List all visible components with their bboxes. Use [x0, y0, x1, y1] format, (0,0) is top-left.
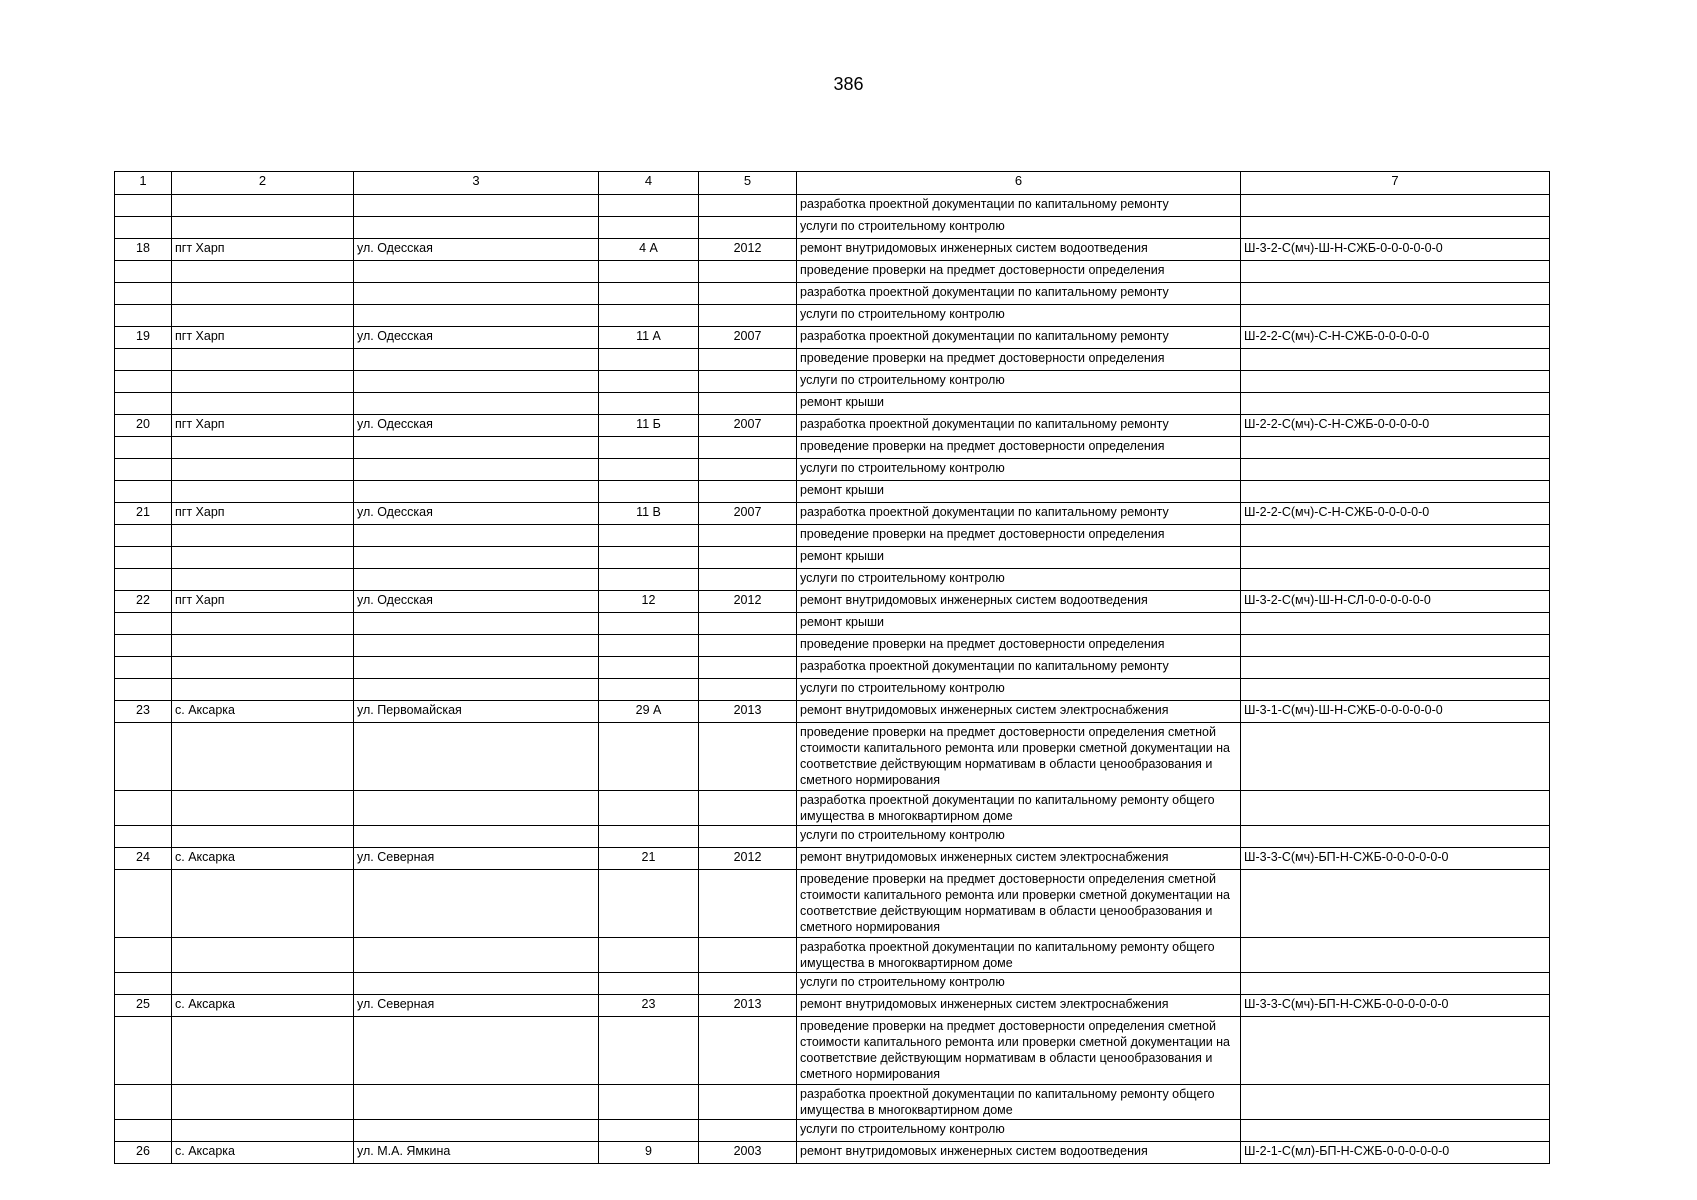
work-type-cell: ремонт внутридомовых инженерных систем водоотведения [797, 1142, 1241, 1164]
table-row [115, 525, 1550, 547]
work-type-cell: услуги по строительному контролю [797, 305, 1241, 327]
work-type-cell: услуги по строительному контролю [797, 459, 1241, 481]
work-type-cell: разработка проектной документации по капитальному ремонту общего имущества в многоквартирном доме [797, 938, 1241, 973]
work-type-cell: услуги по строительному контролю [797, 679, 1241, 701]
house-number-cell [599, 217, 699, 239]
street-cell [354, 657, 599, 679]
row-number-cell: 24 [115, 848, 172, 870]
year-cell [699, 459, 797, 481]
locality-cell [172, 261, 354, 283]
locality-cell [172, 973, 354, 995]
house-number-cell [599, 1017, 699, 1085]
locality-cell: пгт Харп [172, 327, 354, 349]
year-cell [699, 283, 797, 305]
row-number-cell [115, 305, 172, 327]
work-type-cell: разработка проектной документации по капитальному ремонту [797, 327, 1241, 349]
street-cell [354, 1120, 599, 1142]
year-cell: 2012 [699, 239, 797, 261]
locality-cell [172, 679, 354, 701]
table-row [115, 870, 1550, 938]
work-type-cell: проведение проверки на предмет достоверности определения сметной стоимости капитального ремонта или проверки сметной документации на соответствие действующим нормативам в области ценообразования и сметного нормирования [797, 723, 1241, 791]
locality-cell [172, 613, 354, 635]
locality-cell [172, 1120, 354, 1142]
structure-code-cell [1241, 569, 1550, 591]
repair-schedule-table [114, 171, 1550, 1164]
row-number-cell [115, 1085, 172, 1120]
row-number-cell: 18 [115, 239, 172, 261]
row-number-cell [115, 261, 172, 283]
house-number-cell: 21 [599, 848, 699, 870]
header-cell: 1 [115, 172, 172, 195]
work-type-cell: разработка проектной документации по капитальному ремонту [797, 415, 1241, 437]
table-row [115, 327, 1550, 349]
locality-cell [172, 283, 354, 305]
table-row [115, 261, 1550, 283]
house-number-cell [599, 635, 699, 657]
house-number-cell [599, 261, 699, 283]
row-number-cell [115, 393, 172, 415]
work-type-cell: ремонт внутридомовых инженерных систем электроснабжения [797, 701, 1241, 723]
work-type-cell: разработка проектной документации по капитальному ремонту общего имущества в многоквартирном доме [797, 791, 1241, 826]
locality-cell [172, 938, 354, 973]
year-cell [699, 261, 797, 283]
work-type-cell: проведение проверки на предмет достоверности определения сметной стоимости капитального ремонта или проверки сметной документации на соответствие действующим нормативам в области ценообразования и сметного нормирования [797, 1017, 1241, 1085]
street-cell [354, 525, 599, 547]
table-row [115, 973, 1550, 995]
locality-cell [172, 569, 354, 591]
house-number-cell [599, 349, 699, 371]
street-cell: ул. Одесская [354, 327, 599, 349]
year-cell: 2007 [699, 415, 797, 437]
table-row [115, 239, 1550, 261]
locality-cell: с. Аксарка [172, 701, 354, 723]
row-number-cell: 19 [115, 327, 172, 349]
locality-cell [172, 826, 354, 848]
row-number-cell: 25 [115, 995, 172, 1017]
house-number-cell [599, 393, 699, 415]
work-type-cell: разработка проектной документации по капитальному ремонту [797, 195, 1241, 217]
row-number-cell [115, 481, 172, 503]
structure-code-cell: Ш-3-3-С(мч)-БП-Н-СЖБ-0-0-0-0-0-0 [1241, 848, 1550, 870]
row-number-cell [115, 826, 172, 848]
row-number-cell [115, 349, 172, 371]
header-cell: 4 [599, 172, 699, 195]
work-type-cell: проведение проверки на предмет достоверности определения [797, 261, 1241, 283]
row-number-cell [115, 723, 172, 791]
work-type-cell: услуги по строительному контролю [797, 1120, 1241, 1142]
street-cell [354, 973, 599, 995]
structure-code-cell [1241, 459, 1550, 481]
structure-code-cell: Ш-3-2-С(мч)-Ш-Н-СЛ-0-0-0-0-0-0 [1241, 591, 1550, 613]
locality-cell [172, 349, 354, 371]
year-cell [699, 973, 797, 995]
row-number-cell [115, 195, 172, 217]
row-number-cell [115, 437, 172, 459]
structure-code-cell [1241, 723, 1550, 791]
house-number-cell [599, 371, 699, 393]
row-number-cell [115, 547, 172, 569]
year-cell [699, 938, 797, 973]
table-row [115, 679, 1550, 701]
structure-code-cell [1241, 791, 1550, 826]
structure-code-cell [1241, 1085, 1550, 1120]
year-cell: 2012 [699, 848, 797, 870]
table-row [115, 848, 1550, 870]
work-type-cell: ремонт внутридомовых инженерных систем электроснабжения [797, 848, 1241, 870]
locality-cell: с. Аксарка [172, 848, 354, 870]
table-row [115, 1120, 1550, 1142]
work-type-cell: ремонт крыши [797, 613, 1241, 635]
work-type-cell: проведение проверки на предмет достоверности определения [797, 437, 1241, 459]
locality-cell [172, 723, 354, 791]
year-cell [699, 1120, 797, 1142]
house-number-cell [599, 723, 699, 791]
street-cell [354, 371, 599, 393]
row-number-cell: 23 [115, 701, 172, 723]
structure-code-cell [1241, 283, 1550, 305]
structure-code-cell [1241, 613, 1550, 635]
table-row [115, 437, 1550, 459]
locality-cell [172, 217, 354, 239]
table-body [115, 195, 1550, 1164]
year-cell: 2003 [699, 1142, 797, 1164]
structure-code-cell [1241, 679, 1550, 701]
table-row [115, 393, 1550, 415]
row-number-cell [115, 217, 172, 239]
year-cell [699, 826, 797, 848]
row-number-cell [115, 525, 172, 547]
header-cell: 2 [172, 172, 354, 195]
street-cell: ул. Одесская [354, 503, 599, 525]
work-type-cell: услуги по строительному контролю [797, 217, 1241, 239]
house-number-cell [599, 657, 699, 679]
street-cell [354, 481, 599, 503]
street-cell: ул. Одесская [354, 415, 599, 437]
street-cell [354, 261, 599, 283]
house-number-cell [599, 195, 699, 217]
row-number-cell [115, 613, 172, 635]
year-cell [699, 723, 797, 791]
row-number-cell: 22 [115, 591, 172, 613]
header-row [115, 172, 1550, 195]
street-cell: ул. Первомайская [354, 701, 599, 723]
row-number-cell: 20 [115, 415, 172, 437]
structure-code-cell [1241, 870, 1550, 938]
house-number-cell: 11 В [599, 503, 699, 525]
work-type-cell: проведение проверки на предмет достоверности определения [797, 635, 1241, 657]
street-cell [354, 349, 599, 371]
row-number-cell: 26 [115, 1142, 172, 1164]
work-type-cell: услуги по строительному контролю [797, 973, 1241, 995]
street-cell [354, 613, 599, 635]
locality-cell: пгт Харп [172, 591, 354, 613]
street-cell [354, 569, 599, 591]
table-row [115, 995, 1550, 1017]
row-number-cell [115, 679, 172, 701]
structure-code-cell: Ш-3-3-С(мч)-БП-Н-СЖБ-0-0-0-0-0-0 [1241, 995, 1550, 1017]
row-number-cell [115, 371, 172, 393]
year-cell [699, 305, 797, 327]
year-cell [699, 1017, 797, 1085]
table-row [115, 723, 1550, 791]
year-cell [699, 613, 797, 635]
year-cell [699, 679, 797, 701]
house-number-cell [599, 525, 699, 547]
house-number-cell: 9 [599, 1142, 699, 1164]
street-cell [354, 195, 599, 217]
locality-cell [172, 525, 354, 547]
house-number-cell [599, 679, 699, 701]
structure-code-cell: Ш-3-2-С(мч)-Ш-Н-СЖБ-0-0-0-0-0-0 [1241, 239, 1550, 261]
table-row [115, 791, 1550, 826]
locality-cell [172, 657, 354, 679]
house-number-cell: 11 Б [599, 415, 699, 437]
locality-cell [172, 371, 354, 393]
house-number-cell [599, 569, 699, 591]
structure-code-cell [1241, 349, 1550, 371]
locality-cell [172, 305, 354, 327]
house-number-cell [599, 481, 699, 503]
structure-code-cell: Ш-3-1-С(мч)-Ш-Н-СЖБ-0-0-0-0-0-0 [1241, 701, 1550, 723]
structure-code-cell [1241, 481, 1550, 503]
street-cell [354, 870, 599, 938]
locality-cell [172, 437, 354, 459]
street-cell [354, 393, 599, 415]
table-row [115, 635, 1550, 657]
house-number-cell [599, 547, 699, 569]
work-type-cell: ремонт крыши [797, 393, 1241, 415]
row-number-cell [115, 973, 172, 995]
work-type-cell: услуги по строительному контролю [797, 371, 1241, 393]
structure-code-cell [1241, 393, 1550, 415]
structure-code-cell: Ш-2-2-С(мч)-С-Н-СЖБ-0-0-0-0-0 [1241, 327, 1550, 349]
year-cell: 2013 [699, 995, 797, 1017]
street-cell [354, 791, 599, 826]
table-row [115, 591, 1550, 613]
structure-code-cell [1241, 217, 1550, 239]
year-cell [699, 349, 797, 371]
street-cell [354, 938, 599, 973]
work-type-cell: ремонт внутридомовых инженерных систем водоотведения [797, 591, 1241, 613]
work-type-cell: разработка проектной документации по капитальному ремонту [797, 283, 1241, 305]
table-row [115, 701, 1550, 723]
table-row [115, 657, 1550, 679]
row-number-cell [115, 938, 172, 973]
locality-cell: с. Аксарка [172, 1142, 354, 1164]
header-cell: 7 [1241, 172, 1550, 195]
street-cell: ул. Северная [354, 848, 599, 870]
structure-code-cell [1241, 261, 1550, 283]
table-row [115, 1142, 1550, 1164]
table-row [115, 217, 1550, 239]
header-cell: 6 [797, 172, 1241, 195]
street-cell [354, 437, 599, 459]
locality-cell [172, 195, 354, 217]
locality-cell: пгт Харп [172, 415, 354, 437]
year-cell [699, 217, 797, 239]
table-row [115, 305, 1550, 327]
row-number-cell [115, 1017, 172, 1085]
table-row [115, 1085, 1550, 1120]
year-cell [699, 393, 797, 415]
locality-cell [172, 547, 354, 569]
page-number: 386 [833, 74, 864, 94]
table-row [115, 503, 1550, 525]
header-cell: 3 [354, 172, 599, 195]
street-cell [354, 283, 599, 305]
work-type-cell: проведение проверки на предмет достоверности определения [797, 525, 1241, 547]
work-type-cell: разработка проектной документации по капитальному ремонту [797, 503, 1241, 525]
year-cell: 2012 [699, 591, 797, 613]
street-cell [354, 723, 599, 791]
house-number-cell [599, 1085, 699, 1120]
work-type-cell: проведение проверки на предмет достоверности определения [797, 349, 1241, 371]
work-type-cell: разработка проектной документации по капитальному ремонту [797, 657, 1241, 679]
table-row [115, 569, 1550, 591]
house-number-cell [599, 613, 699, 635]
structure-code-cell: Ш-2-2-С(мч)-С-Н-СЖБ-0-0-0-0-0 [1241, 415, 1550, 437]
year-cell [699, 791, 797, 826]
house-number-cell [599, 305, 699, 327]
street-cell: ул. Одесская [354, 239, 599, 261]
structure-code-cell [1241, 525, 1550, 547]
work-type-cell: услуги по строительному контролю [797, 826, 1241, 848]
house-number-cell [599, 791, 699, 826]
work-type-cell: разработка проектной документации по капитальному ремонту общего имущества в многоквартирном доме [797, 1085, 1241, 1120]
table-row [115, 195, 1550, 217]
row-number-cell [115, 569, 172, 591]
locality-cell [172, 481, 354, 503]
house-number-cell [599, 283, 699, 305]
structure-code-cell [1241, 371, 1550, 393]
structure-code-cell [1241, 973, 1550, 995]
house-number-cell: 23 [599, 995, 699, 1017]
year-cell [699, 657, 797, 679]
locality-cell: пгт Харп [172, 239, 354, 261]
structure-code-cell [1241, 635, 1550, 657]
street-cell [354, 635, 599, 657]
table-row [115, 371, 1550, 393]
street-cell [354, 217, 599, 239]
locality-cell [172, 1017, 354, 1085]
year-cell [699, 547, 797, 569]
work-type-cell: проведение проверки на предмет достоверности определения сметной стоимости капитального ремонта или проверки сметной документации на соответствие действующим нормативам в области ценообразования и сметного нормирования [797, 870, 1241, 938]
street-cell: ул. М.А. Ямкина [354, 1142, 599, 1164]
house-number-cell [599, 973, 699, 995]
year-cell [699, 437, 797, 459]
street-cell [354, 1085, 599, 1120]
house-number-cell: 11 А [599, 327, 699, 349]
table-row [115, 826, 1550, 848]
structure-code-cell: Ш-2-1-С(мл)-БП-Н-СЖБ-0-0-0-0-0-0 [1241, 1142, 1550, 1164]
table-row [115, 459, 1550, 481]
locality-cell: пгт Харп [172, 503, 354, 525]
table-row [115, 349, 1550, 371]
row-number-cell [115, 459, 172, 481]
structure-code-cell: Ш-2-2-С(мч)-С-Н-СЖБ-0-0-0-0-0 [1241, 503, 1550, 525]
year-cell [699, 569, 797, 591]
work-type-cell: ремонт крыши [797, 481, 1241, 503]
structure-code-cell [1241, 657, 1550, 679]
street-cell [354, 459, 599, 481]
structure-code-cell [1241, 1120, 1550, 1142]
locality-cell [172, 791, 354, 826]
year-cell: 2013 [699, 701, 797, 723]
street-cell [354, 547, 599, 569]
year-cell [699, 1085, 797, 1120]
table-row [115, 547, 1550, 569]
locality-cell: с. Аксарка [172, 995, 354, 1017]
street-cell [354, 679, 599, 701]
structure-code-cell [1241, 938, 1550, 973]
locality-cell [172, 459, 354, 481]
street-cell: ул. Северная [354, 995, 599, 1017]
table-row [115, 938, 1550, 973]
header-cell: 5 [699, 172, 797, 195]
year-cell: 2007 [699, 503, 797, 525]
work-type-cell: ремонт внутридомовых инженерных систем водоотведения [797, 239, 1241, 261]
year-cell: 2007 [699, 327, 797, 349]
structure-code-cell [1241, 195, 1550, 217]
work-type-cell: ремонт крыши [797, 547, 1241, 569]
locality-cell [172, 635, 354, 657]
street-cell: ул. Одесская [354, 591, 599, 613]
table-row [115, 481, 1550, 503]
structure-code-cell [1241, 1017, 1550, 1085]
house-number-cell [599, 437, 699, 459]
house-number-cell [599, 826, 699, 848]
structure-code-cell [1241, 547, 1550, 569]
row-number-cell [115, 283, 172, 305]
table-row [115, 415, 1550, 437]
year-cell [699, 870, 797, 938]
year-cell [699, 371, 797, 393]
year-cell [699, 635, 797, 657]
row-number-cell [115, 791, 172, 826]
row-number-cell [115, 1120, 172, 1142]
house-number-cell: 12 [599, 591, 699, 613]
table-row [115, 613, 1550, 635]
year-cell [699, 195, 797, 217]
street-cell [354, 305, 599, 327]
row-number-cell: 21 [115, 503, 172, 525]
work-type-cell: ремонт внутридомовых инженерных систем электроснабжения [797, 995, 1241, 1017]
locality-cell [172, 1085, 354, 1120]
row-number-cell [115, 870, 172, 938]
house-number-cell: 4 А [599, 239, 699, 261]
row-number-cell [115, 635, 172, 657]
locality-cell [172, 393, 354, 415]
row-number-cell [115, 657, 172, 679]
locality-cell [172, 870, 354, 938]
structure-code-cell [1241, 437, 1550, 459]
work-type-cell: услуги по строительному контролю [797, 569, 1241, 591]
year-cell [699, 481, 797, 503]
table-row [115, 283, 1550, 305]
house-number-cell [599, 938, 699, 973]
year-cell [699, 525, 797, 547]
house-number-cell: 29 А [599, 701, 699, 723]
street-cell [354, 826, 599, 848]
structure-code-cell [1241, 305, 1550, 327]
table-row [115, 1017, 1550, 1085]
street-cell [354, 1017, 599, 1085]
structure-code-cell [1241, 826, 1550, 848]
house-number-cell [599, 870, 699, 938]
house-number-cell [599, 1120, 699, 1142]
house-number-cell [599, 459, 699, 481]
